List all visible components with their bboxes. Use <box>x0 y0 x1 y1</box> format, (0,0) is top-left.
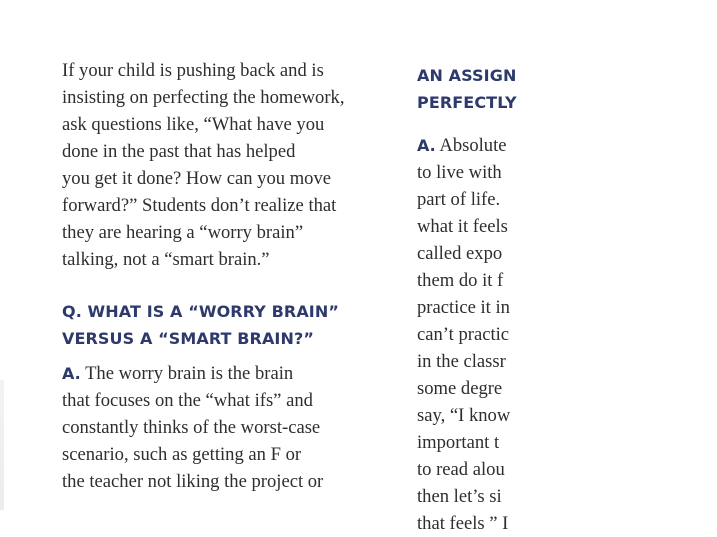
intro-paragraph <box>62 57 392 273</box>
text-line: that feels ” I <box>417 513 509 534</box>
heading-line: PERFECTLY <box>417 93 517 112</box>
text-line <box>417 132 717 159</box>
text-line: forward?” Students don’t realize that <box>62 195 337 216</box>
text-line: practice it in <box>417 297 510 318</box>
text-line: the teacher not liking the project or <box>62 471 324 492</box>
text-line: they are hearing a “worry brain” <box>62 222 304 243</box>
text-line: to read alou <box>417 459 505 480</box>
heading-line: Q. WHAT IS A “WORRY BRAIN” <box>62 302 339 321</box>
text-line: If your child is pushing back and is <box>62 60 324 81</box>
answer-prefix: A. <box>417 136 436 155</box>
text-line: say, “I know <box>417 405 511 426</box>
right-column <box>417 62 717 537</box>
text-line: called expo <box>417 243 503 264</box>
text-line: done in the past that has helped <box>62 141 296 162</box>
answer-paragraph <box>62 360 392 495</box>
text-line: you get it done? How can you move <box>62 168 332 189</box>
heading-line: VERSUS A “SMART BRAIN?” <box>62 329 314 348</box>
text-line: that focuses on the “what ifs” and <box>62 390 313 411</box>
text-line: can’t practic <box>417 324 510 345</box>
question-heading <box>62 298 392 352</box>
text-line: constantly thinks of the worst-case <box>62 417 321 438</box>
page-edge-shadow <box>0 380 4 510</box>
left-column <box>62 57 392 495</box>
text-line: in the classr <box>417 351 506 372</box>
right-answer-paragraph <box>417 132 717 537</box>
right-heading <box>417 62 717 116</box>
text-line <box>62 360 392 387</box>
text-line: to live with <box>417 162 502 183</box>
answer-first-line: Absolute <box>435 135 507 156</box>
text-line: insisting on perfecting the homework, <box>62 87 345 108</box>
text-line: important t <box>417 432 500 453</box>
answer-prefix: A. <box>62 364 81 383</box>
text-line: them do it f <box>417 270 504 291</box>
text-line: then let’s si <box>417 486 502 507</box>
text-line: scenario, such as getting an F or <box>62 444 302 465</box>
text-line: some degre <box>417 378 503 399</box>
answer-first-line: The worry brain is the brain <box>80 363 294 384</box>
text-line: talking, not a “smart brain.” <box>62 249 270 270</box>
text-line: what it feels <box>417 216 508 237</box>
text-line: ask questions like, “What have you <box>62 114 325 135</box>
text-line: part of life. <box>417 189 501 210</box>
heading-line: AN ASSIGN <box>417 66 517 85</box>
